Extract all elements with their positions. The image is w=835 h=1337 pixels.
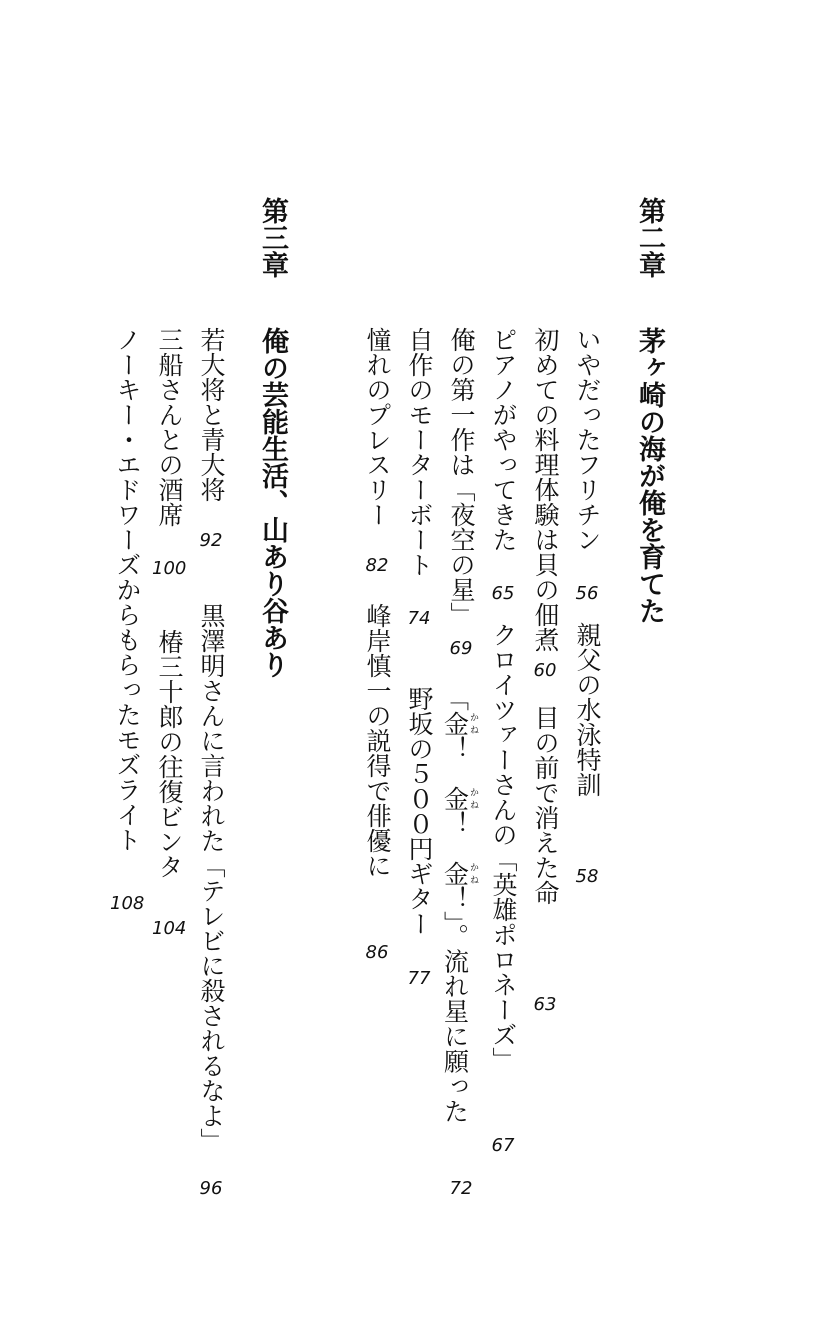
- toc-entry-page: 104: [152, 918, 187, 939]
- toc-entry-title: 「金かね！ 金かね！ 金かね！」。流れ星に願った: [440, 686, 478, 1124]
- toc-entry-page: 100: [152, 558, 187, 579]
- chapter-title: 茅ヶ崎の海が俺を育てた: [634, 327, 665, 624]
- toc-column: [152, 0, 186, 1337]
- toc-entry-title: 親父の水泳特訓: [573, 622, 602, 797]
- toc-entry-title: 野坂の５００円ギター: [405, 686, 434, 936]
- toc-entry-title: 自作のモーターボート: [405, 327, 434, 577]
- toc-column: [440, 0, 478, 1337]
- chapter-3-heading: [255, 0, 289, 1337]
- toc-entry-page: 82: [365, 555, 389, 576]
- toc-entry-title: 初めての料理体験は貝の佃煮: [531, 327, 560, 652]
- toc-column: [402, 0, 436, 1337]
- toc-column: [110, 0, 144, 1337]
- toc-entry-page: 92: [199, 530, 223, 551]
- toc-entry-page: 56: [575, 583, 599, 604]
- toc-entry-page: 72: [449, 1178, 473, 1199]
- toc-entry-page: 77: [407, 968, 431, 989]
- toc-entry-page: 63: [533, 994, 557, 1015]
- toc-column: [360, 0, 394, 1337]
- toc-entry-title: ノーキー・エドワーズからもらったモズライト: [113, 327, 142, 852]
- toc-entry-page: 69: [449, 638, 473, 659]
- toc-entry-page: 65: [491, 583, 515, 604]
- toc-entry-title: 俺の第一作は「夜空の星」: [447, 327, 476, 627]
- toc-entry-title: 黒澤明さんに言われた「テレビに殺されるなよ」: [197, 603, 226, 1153]
- chapter-label: 第二章: [634, 197, 665, 278]
- toc-entry-page: 74: [407, 608, 431, 629]
- toc-entry-title: 椿三十郎の往復ビンタ: [155, 629, 184, 879]
- toc-entry-title: 目の前で消えた命: [531, 705, 560, 905]
- toc-column: [486, 0, 520, 1337]
- toc-entry-title: いやだったフリチン: [573, 327, 602, 552]
- toc-entry-page: 96: [199, 1178, 223, 1199]
- toc-entry-page: 67: [491, 1135, 515, 1156]
- toc-entry-title: クロイツァーさんの「英雄ポロネーズ」: [489, 622, 518, 1072]
- chapter-label: 第三章: [257, 197, 288, 278]
- toc-entry-title: 三船さんとの酒席: [155, 327, 184, 527]
- chapter-title: 俺の芸能生活、山あり谷あり: [257, 327, 288, 678]
- toc-entry-title: ピアノがやってきた: [489, 327, 518, 552]
- chapter-2-heading: [632, 0, 666, 1337]
- toc-entry-title: 若大将と青大将: [197, 327, 226, 502]
- toc-entry-page: 108: [110, 893, 145, 914]
- toc-entry-page: 58: [575, 866, 599, 887]
- toc-entry-title: 峰岸慎一の説得で俳優に: [363, 603, 392, 878]
- toc-entry-page: 60: [533, 660, 557, 681]
- toc-entry-page: 86: [365, 942, 389, 963]
- toc-column: [570, 0, 604, 1337]
- toc-column: [528, 0, 562, 1337]
- toc-entry-title: 憧れのプレスリー: [363, 327, 392, 527]
- toc-column: [194, 0, 228, 1337]
